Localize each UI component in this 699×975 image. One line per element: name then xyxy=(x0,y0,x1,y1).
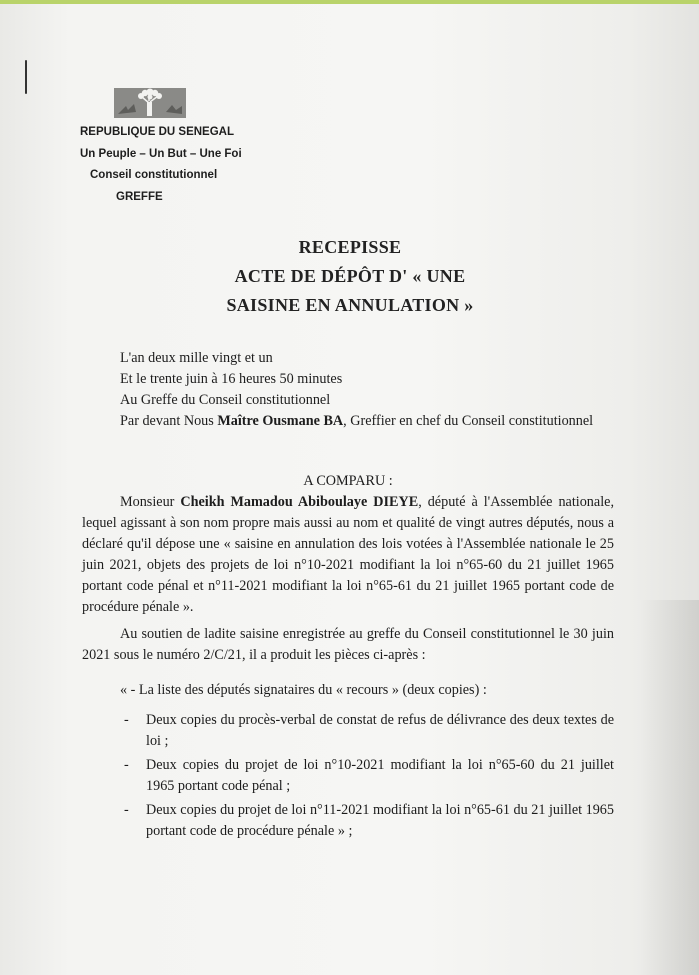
title-line-2: ACTE DE DÉPÔT D' « UNE xyxy=(234,266,466,286)
council-name: Conseil constitutionnel xyxy=(90,169,218,181)
declaration-pre: Monsieur xyxy=(120,494,181,510)
letterhead xyxy=(80,122,280,208)
national-motto: Un Peuple – Un But – Une Foi xyxy=(80,147,242,160)
list-item xyxy=(120,800,614,842)
declaration-paragraph xyxy=(82,492,614,618)
comparu-heading: A COMPARU : xyxy=(303,473,393,489)
republic-name: REPUBLIQUE DU SENEGAL xyxy=(80,126,234,138)
list-marker: - xyxy=(124,802,129,818)
list-marker: - xyxy=(124,712,129,728)
list-item-text: Deux copies du projet de loi n°10-2021 modifiant la loi n°65-60 du 21 juillet 1965 portant code pénal ; xyxy=(146,757,614,794)
title-line-1: RECEPISSE xyxy=(298,237,402,257)
deputy-surname: DIEYE xyxy=(373,494,419,510)
baobab-emblem-icon xyxy=(114,88,186,118)
intro-line-4 xyxy=(82,411,614,432)
margin-pen-mark xyxy=(25,60,27,94)
registrar-name: Maître Ousmane BA xyxy=(217,413,344,429)
list-item xyxy=(120,755,614,797)
office-name: GREFFE xyxy=(116,190,163,203)
title-line-3: SAISINE EN ANNULATION » xyxy=(226,295,474,315)
support-paragraph: Au soutien de ladite saisine enregistrée au greffe du Conseil constitutionnel le 30 juin 2021 sous le numéro 2/C/21, il a produit les pièces ci-après : xyxy=(82,626,614,663)
list-item-text: Deux copies du procès-verbal de constat de refus de délivrance des deux textes de loi ; xyxy=(146,712,614,749)
intro-line-4-post: , Greffier en chef du Conseil constitutionnel xyxy=(343,413,594,429)
declaration-body: , député à l'Assemblée nationale, lequel agissant à son nom propre mais aussi au nom et qualité de vingt autres députés, nous a déclaré qu'il dépose une « saisine en annulation des lois votées à l'Assemblée nationale le 25 juin 2021, objets des projets de loi n°10-2021 modifiant la loi n°65-60 du 21 juillet 1965 portant code pénal et n°11-2021 modifiant la loi n°65-61 du 21 juillet 1965 portant code de procédure pénale ». xyxy=(82,494,614,615)
intro-paragraph xyxy=(82,348,614,432)
intro-line-3: Au Greffe du Conseil constitutionnel xyxy=(120,392,331,408)
list-item-text: Deux copies du projet de loi n°11-2021 modifiant la loi n°65-61 du 21 juillet 1965 portant code de procédure pénale » ; xyxy=(146,802,614,839)
intro-line-4-pre: Par devant Nous xyxy=(120,413,218,429)
deputy-name: Cheikh Mamadou Abiboulaye xyxy=(180,494,368,510)
list-intro: « - La liste des députés signataires du « recours » (deux copies) : xyxy=(120,682,487,698)
list-marker: - xyxy=(124,757,129,773)
documents-list xyxy=(120,710,614,845)
document-title xyxy=(150,233,550,320)
intro-line-2: Et le trente juin à 16 heures 50 minutes xyxy=(120,371,343,387)
intro-line-1: L'an deux mille vingt et un xyxy=(120,350,273,366)
list-item xyxy=(120,710,614,752)
page-shadow xyxy=(639,600,699,975)
